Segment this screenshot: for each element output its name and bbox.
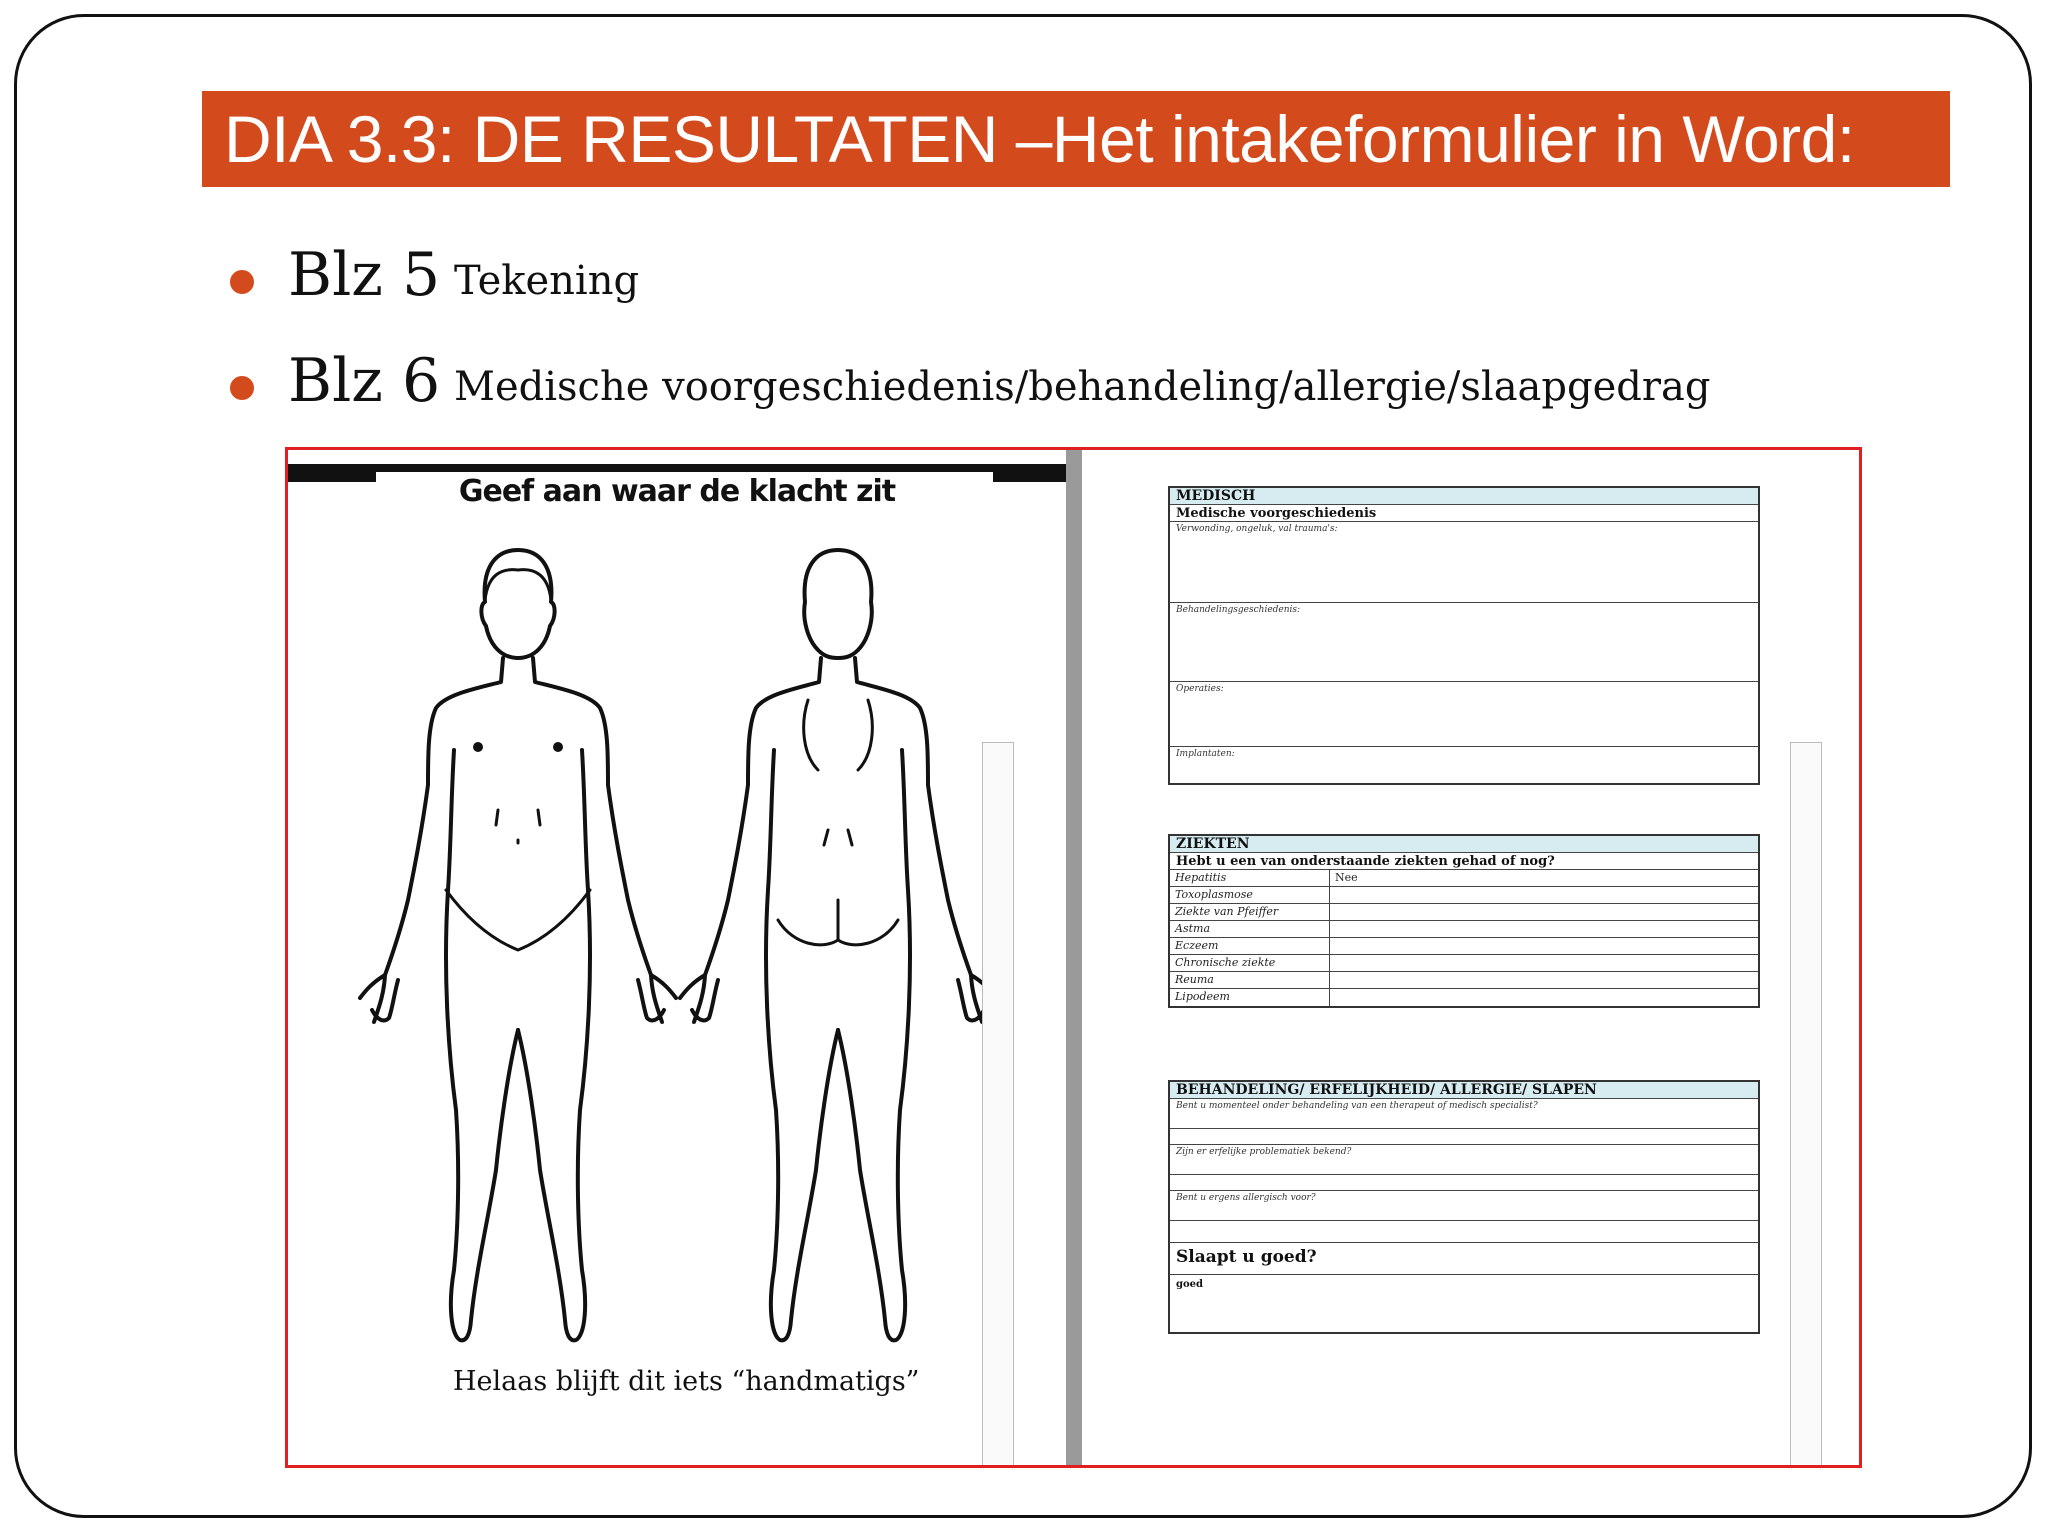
medisch-header: MEDISCH [1170,488,1758,505]
ziekten-row [1170,972,1758,989]
ziekte-value[interactable] [1330,989,1758,1006]
bullet-description: Tekening [454,258,640,304]
ziekte-name: Astma [1170,921,1330,937]
ziekte-name: Toxoplasmose [1170,887,1330,903]
ziekte-value[interactable] [1330,938,1758,954]
bullet-page-label: Blz 6 [288,346,441,416]
ziekte-name: Hepatitis [1170,870,1330,886]
behandeling-field-blank[interactable] [1170,1175,1758,1191]
bullet-item-2 [230,346,1930,436]
sleep-question: Slaapt u goed? [1170,1243,1758,1275]
ziekten-row [1170,887,1758,904]
front-body-figure [360,550,676,1340]
ziekte-value[interactable] [1330,887,1758,903]
ziekte-name: Lipodeem [1170,989,1330,1006]
bullet-dot-icon [230,376,254,400]
ziekte-value[interactable] [1330,904,1758,920]
medisch-field[interactable]: Behandelingsgeschiedenis: [1170,603,1758,682]
ziekte-value[interactable] [1330,921,1758,937]
ziekten-row [1170,870,1758,887]
medisch-field[interactable]: Verwonding, ongeluk, val trauma's: [1170,522,1758,603]
behandeling-field-blank[interactable] [1170,1129,1758,1145]
ziekten-row [1170,989,1758,1006]
behandeling-field-blank[interactable] [1170,1221,1758,1243]
medisch-subheader: Medische voorgeschiedenis [1170,505,1758,522]
ziekte-value[interactable]: Nee [1335,871,1358,884]
page-margin-scrollbar[interactable] [982,742,1014,1466]
slide-title-bar [202,91,1950,187]
ziekten-row [1170,955,1758,972]
caption-text: Helaas blijft dit iets “handmatigs” [453,1366,920,1397]
back-body-figure [680,550,996,1340]
ziekten-header: ZIEKTEN [1170,836,1758,853]
ziekte-value[interactable] [1330,955,1758,971]
ziekte-value[interactable] [1330,972,1758,988]
slide-title: DIA 3.3: DE RESULTATEN –Het intakeformulier in Word: [224,102,1855,176]
behandeling-table [1168,1080,1760,1334]
behandeling-field[interactable]: Bent u ergens allergisch voor? [1170,1191,1758,1221]
left-document-page [288,450,1066,1465]
medisch-field[interactable]: Implantaten: [1176,749,1235,759]
sleep-answer[interactable]: goed [1176,1279,1204,1290]
body-outline-drawing [288,450,1066,1465]
behandeling-field[interactable]: Bent u momenteel onder behandeling van een therapeut of medisch specialist? [1170,1099,1758,1129]
body-chart-heading: Geef aan waar de klacht zit [458,474,896,509]
ziekten-question: Hebt u een van onderstaande ziekten gehad of nog? [1170,853,1758,870]
ziekten-row [1170,938,1758,955]
behandeling-header: BEHANDELING/ ERFELIJKHEID/ ALLERGIE/ SLAPEN [1170,1082,1758,1099]
word-screenshot [285,447,1862,1468]
ziekten-table [1168,834,1760,1008]
ziekte-name: Reuma [1170,972,1330,988]
right-document-page [1082,450,1859,1465]
ziekte-name: Chronische ziekte [1170,955,1330,971]
ziekten-row [1170,921,1758,938]
bullet-page-label: Blz 5 [288,240,441,310]
bullet-dot-icon [230,270,254,294]
medisch-field[interactable]: Operaties: [1170,682,1758,747]
behandeling-field[interactable]: Zijn er erfelijke problematiek bekend? [1170,1145,1758,1175]
bullet-item-1 [230,240,1930,330]
ziekte-name: Ziekte van Pfeiffer [1170,904,1330,920]
bullet-description: Medische voorgeschiedenis/behandeling/allergie/slaapgedrag [454,364,1711,410]
medisch-table [1168,486,1760,785]
page-divider [1066,450,1082,1465]
ziekten-row [1170,904,1758,921]
ziekte-name: Eczeem [1170,938,1330,954]
page-margin-scrollbar[interactable] [1790,742,1822,1466]
